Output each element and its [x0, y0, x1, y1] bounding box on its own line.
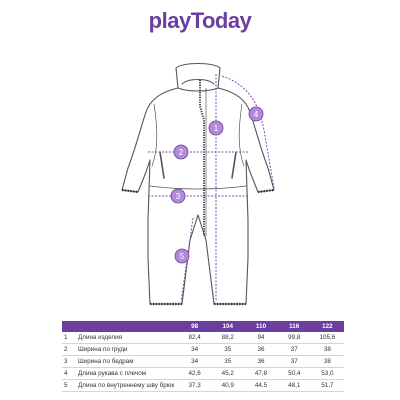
cell-value: 34 — [191, 357, 199, 365]
row-name: Длина изделия — [78, 333, 123, 341]
cell-value: 47,8 — [254, 369, 268, 377]
shoulder-seam-right — [239, 104, 244, 166]
marker-4 — [249, 107, 263, 121]
cell-value: 34 — [191, 345, 199, 353]
cell-value: 88,2 — [221, 333, 234, 341]
jumpsuit-outline — [122, 64, 274, 305]
cuffs — [122, 190, 274, 304]
cell-value: 94 — [257, 333, 265, 341]
collar — [176, 64, 220, 92]
table-row — [62, 368, 344, 380]
size-header: 104 — [222, 322, 234, 330]
marker-2-label: 2 — [178, 148, 184, 157]
cell-value: 36 — [257, 345, 265, 353]
waist-seam — [150, 186, 246, 189]
cell-value: 44,5 — [254, 381, 268, 389]
cell-value: 82,4 — [188, 333, 201, 341]
marker-5-label: 5 — [179, 252, 185, 261]
cell-value: 40,9 — [221, 381, 234, 389]
cell-value: 48,1 — [288, 381, 301, 389]
row-number: 1 — [64, 333, 68, 341]
collar-inner — [182, 80, 214, 85]
shoulder-seam-left — [152, 104, 157, 166]
brand-logo-today: Today — [190, 8, 252, 33]
cell-value: 35 — [224, 345, 232, 353]
size-header: 116 — [289, 322, 300, 330]
marker-1 — [209, 121, 223, 135]
cell-value: 38 — [323, 357, 331, 365]
cell-value: 45,2 — [221, 369, 234, 377]
row-name: Ширина по бедрам — [78, 357, 134, 365]
size-table — [62, 321, 344, 392]
cell-value: 38 — [323, 345, 331, 353]
marker-2 — [174, 145, 188, 159]
table-row — [62, 344, 344, 356]
brand-logo-play: play — [148, 8, 191, 33]
marker-3 — [171, 189, 185, 203]
cell-value: 53,0 — [321, 369, 334, 377]
row-name: Ширина по груди — [78, 345, 128, 353]
size-table-header — [62, 321, 344, 332]
size-header: 122 — [322, 322, 333, 330]
row-name: Длина по внутреннему шву брюк — [78, 381, 175, 389]
size-header: 110 — [255, 322, 267, 330]
size-header: 98 — [191, 322, 199, 330]
row-number: 5 — [64, 381, 68, 389]
pocket-left — [160, 152, 164, 178]
marker-4-label: 4 — [253, 110, 259, 119]
cell-value: 50,4 — [288, 369, 301, 377]
marker-1-label: 1 — [213, 124, 219, 133]
marker-5 — [175, 249, 189, 263]
cell-value: 105,6 — [319, 333, 336, 341]
table-row — [62, 332, 344, 344]
measure-line-4 — [222, 76, 274, 188]
cell-value: 37 — [290, 357, 298, 365]
cell-value: 37,3 — [188, 381, 201, 389]
row-number: 4 — [64, 369, 68, 377]
table-row — [62, 380, 344, 392]
cell-value: 99,8 — [288, 333, 301, 341]
cell-value: 35 — [224, 357, 232, 365]
zipper — [200, 80, 204, 236]
cell-value: 36 — [257, 357, 265, 365]
row-number: 3 — [64, 357, 68, 365]
row-number: 2 — [64, 345, 68, 353]
table-row — [62, 356, 344, 368]
cell-value: 51,7 — [321, 381, 334, 389]
cell-value: 37 — [290, 345, 298, 353]
cell-value: 42,6 — [188, 369, 201, 377]
pocket-right — [232, 152, 236, 178]
row-name: Длина рукава с плечом — [78, 369, 147, 377]
marker-3-label: 3 — [175, 192, 181, 201]
